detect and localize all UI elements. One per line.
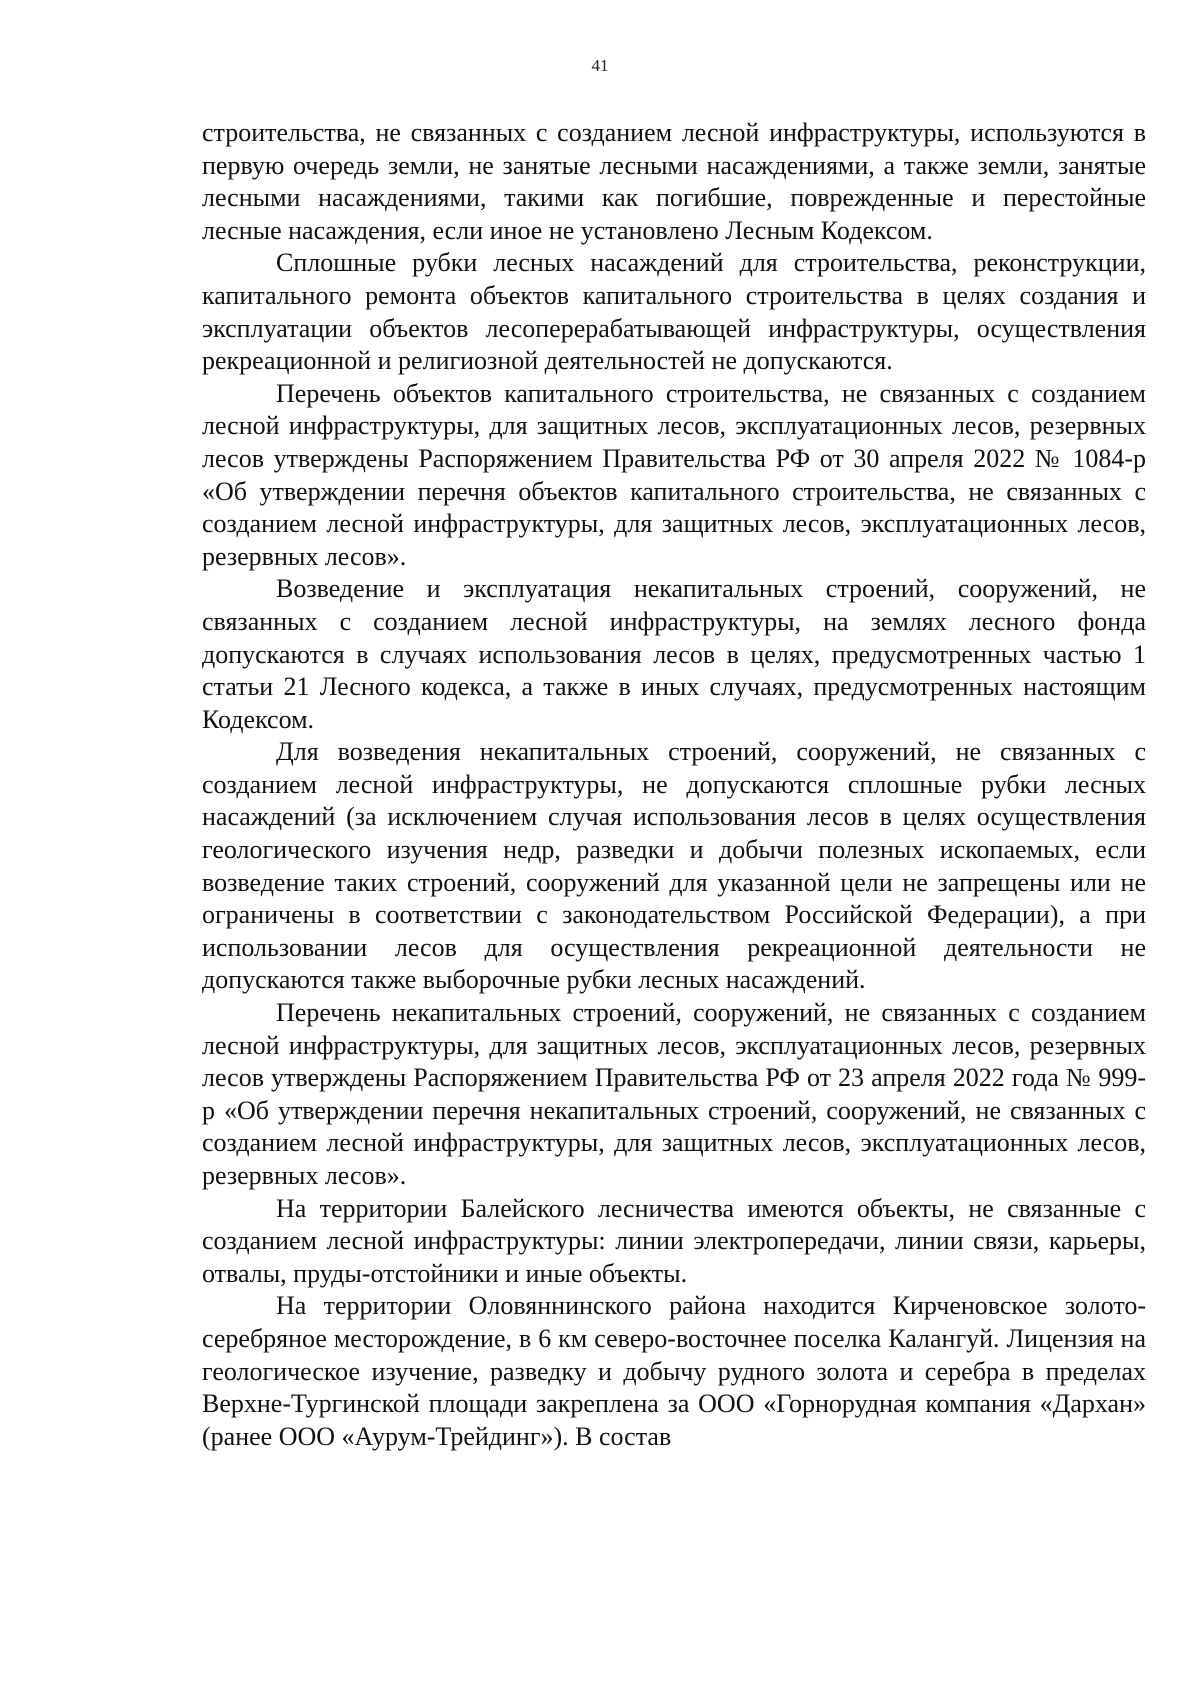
page-number: 41: [591, 56, 609, 75]
paragraph-noncapital-clearcut: Для возведения некапитальных строений, сооружений, не связанных с созданием лесной инфраструктуры, не допускаются сплошные рубки лесных насаждений (за исключением случая использования лесов в целях осуществления геологического изучения недр, разведки и добычи полезных ископаемых, если возведение таких строений, сооружений для указанной цели не запрещены или не ограничены в соответствии с законодательством Российской Федерации), а при использовании лесов для осуществления рекреационной деятельности не допускаются также выборочные рубки лесных насаждений.: [202, 737, 1146, 995]
paragraph-capital-objects-list: Перечень объектов капитального строительства, не связанных с созданием лесной инфраструктуры, для защитных лесов, эксплуатационных лесов, резервных лесов утверждены Распоряжением Правительства РФ от 30 апреля 2022 № 1084-р «Об утверждении перечня объектов капитального строительства, не связанных с созданием лесной инфраструктуры, для защитных лесов, эксплуатационных лесов, резервных лесов».: [202, 378, 1146, 571]
paragraph-kirchenovskoe-deposit: На территории Оловяннинского района находится Кирченовское золото-серебряное месторождение, в 6 км северо-восточнее поселка Калангуй. Лицензия на геологическое изучение, разведку и добычу рудного золота и серебра в пределах Верхне-Тургинской площади закреплена за ООО «Горнорудная компания «Дархан» (ранее ООО «Аурум-Трейдинг»). В состав: [202, 1291, 1146, 1451]
paragraph-baley-objects: На территории Балейского лесничества имеются объекты, не связанные с созданием лесной инфраструктуры: линии электропередачи, линии связи, карьеры, отвалы, пруды-отстойники и иные объекты.: [202, 1193, 1146, 1288]
paragraph-clearcut-restrictions: Сплошные рубки лесных насаждений для строительства, реконструкции, капитального ремонта объектов капитального строительства в целях создания и эксплуатации объектов лесоперерабатывающей инфраструктуры, осуществления рекреационной и религиозной деятельностей не допускаются.: [202, 248, 1146, 376]
paragraph-continuation: строительства, не связанных с созданием лесной инфраструктуры, используются в первую очередь земли, не занятые лесными насаждениями, а также земли, занятые лесными насаждениями, такими как погибшие, поврежденные и перестойные лесные насаждения, если иное не установлено Лесным Кодексом.: [202, 118, 1146, 245]
paragraph-noncapital-objects-list: Перечень некапитальных строений, сооружений, не связанных с созданием лесной инфраструктуры, для защитных лесов, эксплуатационных лесов, резервных лесов утверждены Распоряжением Правительства РФ от 23 апреля 2022 года № 999-р «Об утверждении перечня некапитальных строений, сооружений, не связанных с созданием лесной инфраструктуры, для защитных лесов, эксплуатационных лесов, резервных лесов».: [202, 998, 1146, 1190]
document-body: [202, 117, 1146, 1453]
paragraph-noncapital-construction: Возведение и эксплуатация некапитальных строений, сооружений, не связанных с созданием лесной инфраструктуры, на землях лесного фонда допускаются в случаях использования лесов в целях, предусмотренных частью 1 статьи 21 Лесного кодекса, а также в иных случаях, предусмотренных настоящим Кодексом.: [202, 574, 1146, 734]
